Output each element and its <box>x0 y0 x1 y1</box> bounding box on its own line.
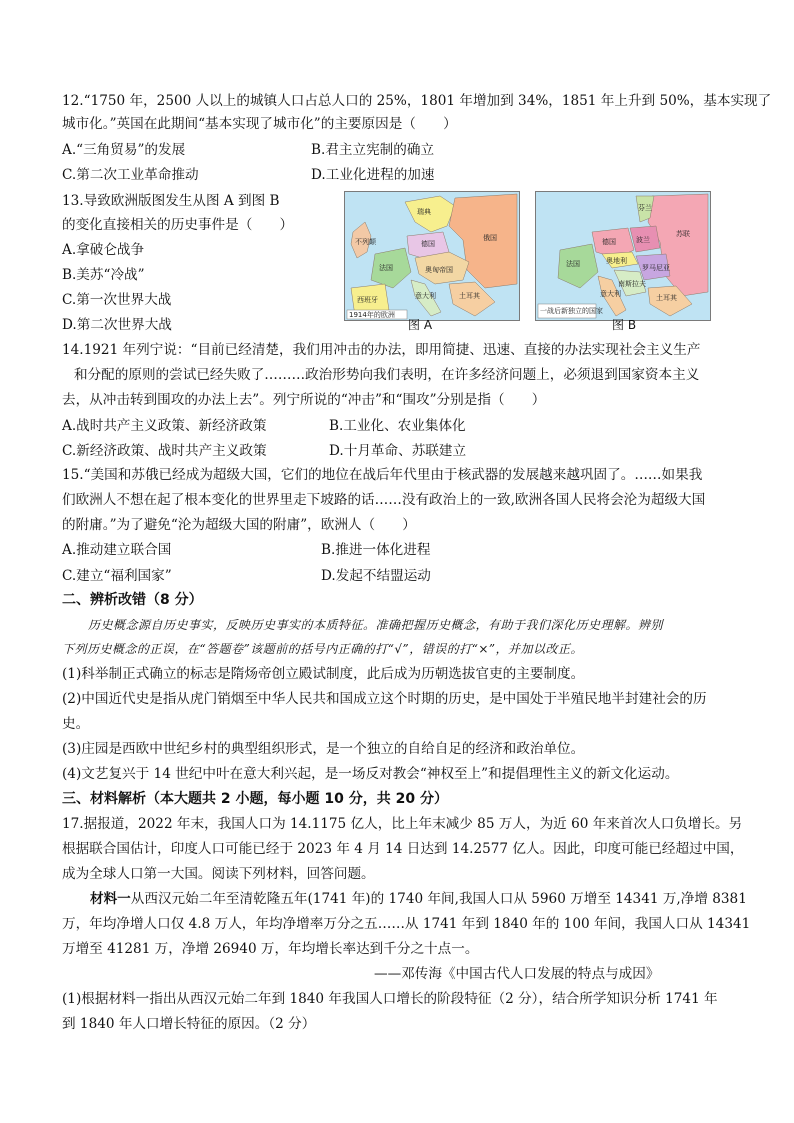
q14-stem-line1: 14.1921 年列宁说：“目前已经清楚，我们用冲击的办法，即用简捷、迅速、直接的办法实现社会主义生产 <box>62 342 701 358</box>
q13-stem-line1: 13.导致欧洲版图发生从图 A 到图 B <box>62 193 280 209</box>
section-3-title: 三、材料解析（本大题共 2 小题，每小题 10 分，共 20 分） <box>62 791 448 807</box>
map-b-caption: 图 B <box>612 318 637 332</box>
map-a-label: 意大利 <box>415 292 436 300</box>
map-a <box>344 191 520 321</box>
statement-3: (3)庄园是西欧中世纪乡村的典型组织形式，是一个独立的自给自足的经济和政治单位。 <box>62 741 585 757</box>
q12-option-c: C.第二次工业革命推动 <box>62 167 199 183</box>
map-b-label: 南斯拉夫 <box>618 280 646 288</box>
map-a-legend: 1914年的欧洲 <box>349 311 395 319</box>
map-b-label: 土耳其 <box>656 294 677 302</box>
map-a-caption: 图 A <box>408 318 433 332</box>
map-b-label: 德国 <box>602 238 616 246</box>
map-b-label: 法国 <box>566 260 580 268</box>
q15-stem-line3: 的附庸。”为了避免“沦为超级大国的附庸”，欧洲人（ ） <box>62 517 416 533</box>
q12-option-b: B.君主立宪制的确立 <box>311 142 435 158</box>
q17-stem-line2: 根据联合国估计，印度人口可能已经于 2023 年 4 月 14 日达到 14.2577 亿人。因此，印度可能已经超过中国， <box>62 841 744 857</box>
q17-stem-line1: 17.据报道，2022 年末，我国人口为 14.1175 亿人，比上年末减少 85 万人，为近 60 年来首次人口负增长。另 <box>62 816 743 832</box>
map-a-label: 不列颠 <box>355 238 376 246</box>
q17-stem-line3: 成为全球人口第一大国。阅读下列材料，回答问题。 <box>62 866 375 882</box>
q15-option-a: A.推动建立联合国 <box>62 542 172 558</box>
section-2-title: 二、辨析改错（8 分） <box>62 592 203 608</box>
q12-option-d: D.工业化进程的加速 <box>311 167 435 183</box>
q13-option-c: C.第一次世界大战 <box>62 292 172 308</box>
q12-option-a: A.“三角贸易”的发展 <box>62 142 186 158</box>
statement-4: (4)文艺复兴于 14 世纪中叶在意大利兴起，是一场反对教会“神权至上”和提倡理性主义的新文化运动。 <box>62 766 679 782</box>
sub-question-1-line1: (1)根据材料一指出从西汉元始二年到 1840 年我国人口增长的阶段特征（2 分），结合所学知识分析 1741 年 <box>62 991 718 1007</box>
section-2-intro-line1: 历史概念源自历史事实，反映历史事实的本质特征。准确把握历史概念，有助于我们深化历史理解。辨别 <box>88 618 664 632</box>
q14-option-a: A.战时共产主义政策、新经济政策 <box>62 418 267 434</box>
statement-2-line1: (2)中国近代史是指从虎门销烟至中华人民共和国成立这个时期的历史，是中国处于半殖民地半封建社会的历 <box>62 691 707 707</box>
statement-1: (1)科举制正式确立的标志是隋炀帝创立殿试制度，此后成为历朝选拔官吏的主要制度。 <box>62 666 585 682</box>
q15-stem-line2: 们欧洲人不想在起了根本变化的世界里走下坡路的话……没有政治上的一致,欧洲各国人民将会沦为超级大国 <box>62 492 706 508</box>
map-b-legend: 一战后新独立的国家 <box>540 307 603 315</box>
map-a-label: 德国 <box>421 240 435 248</box>
q13-option-d: D.第二次世界大战 <box>62 317 172 333</box>
q14-option-b: B.工业化、农业集体化 <box>329 418 466 434</box>
map-a-label: 土耳其 <box>459 292 480 300</box>
map-a-label: 俄国 <box>483 234 497 242</box>
q15-option-d: D.发起不结盟运动 <box>321 568 431 584</box>
sub-question-1-line2: 到 1840 年人口增长特征的原因。（2 分） <box>62 1016 316 1032</box>
q14-stem-line2: 和分配的原则的尝试已经失败了………政治形势向我们表明，在许多经济问题上，必须退到国家资本主义 <box>74 367 700 383</box>
map-a-label: 西班牙 <box>357 296 378 304</box>
map-a-label: 瑞典 <box>417 208 431 216</box>
map-b-image <box>536 192 710 320</box>
map-a-image <box>345 192 519 320</box>
material-1-label: 材料一 <box>90 891 131 907</box>
q12-stem-line1: 12.“1750 年，2500 人以上的城镇人口占总人口的 25%，1801 年增加到 34%，1851 年上升到 50%，基本实现了 <box>62 93 772 109</box>
map-b-label: 苏联 <box>676 230 690 238</box>
statement-2-line2: 史。 <box>62 716 90 732</box>
q13-option-a: A.拿破仑战争 <box>62 242 145 258</box>
material-1-line1 <box>90 889 747 909</box>
map-b-label: 奥地利 <box>606 257 627 265</box>
map-b <box>535 191 711 321</box>
map-b-label: 意大利 <box>600 290 621 298</box>
q14-option-d: D.十月革命、苏联建立 <box>329 443 467 459</box>
map-b-label: 芬兰 <box>638 204 652 212</box>
map-a-label: 法国 <box>379 264 393 272</box>
q14-option-c: C.新经济政策、战时共产主义政策 <box>62 443 267 459</box>
q13-option-b: B.美苏“冷战” <box>62 267 145 283</box>
q13-stem-line2: 的变化直接相关的历史事件是（ ） <box>62 217 294 233</box>
section-2-intro-line2: 下列历史概念的正误，在“答题卷”该题前的括号内正确的打“√”，错误的打“×”，并加以改正。 <box>62 642 584 656</box>
map-b-label: 波兰 <box>636 236 650 244</box>
q12-stem-line2: 城市化。”英国在此期间“基本实现了城市化”的主要原因是（ ） <box>62 116 457 132</box>
map-b-label: 罗马尼亚 <box>642 264 670 272</box>
material-1-line2: 万，年均净增人口仅 4.8 万人，年均净增率万分之五……从 1741 年到 1840 年的 100 年间，我国人口从 14341 <box>62 916 751 932</box>
material-1-line3: 万增至 41281 万，净增 26940 万，年均增长率达到千分之十点一。 <box>62 941 479 957</box>
map-a-label: 奥匈帝国 <box>425 266 453 274</box>
q15-stem-line1: 15.“美国和苏俄已经成为超级大国，它们的地位在战后年代里由于核武器的发展越来越巩固了。……如果我 <box>62 467 703 483</box>
q15-option-c: C.建立“福利国家” <box>62 568 172 584</box>
material-1-source: ——邓传海《中国古代人口发展的特点与成因》 <box>374 966 660 982</box>
q15-option-b: B.推进一体化进程 <box>321 542 431 558</box>
q14-stem-line3: 去，从冲击转到围攻的办法上去”。列宁所说的“冲击”和“围攻”分别是指（ ） <box>62 392 546 408</box>
material-1-text: 从西汉元始二年至清乾隆五年(1741 年)的 1740 年间,我国人口从 5960 万增至 14341 万,净增 8381 <box>130 891 747 907</box>
